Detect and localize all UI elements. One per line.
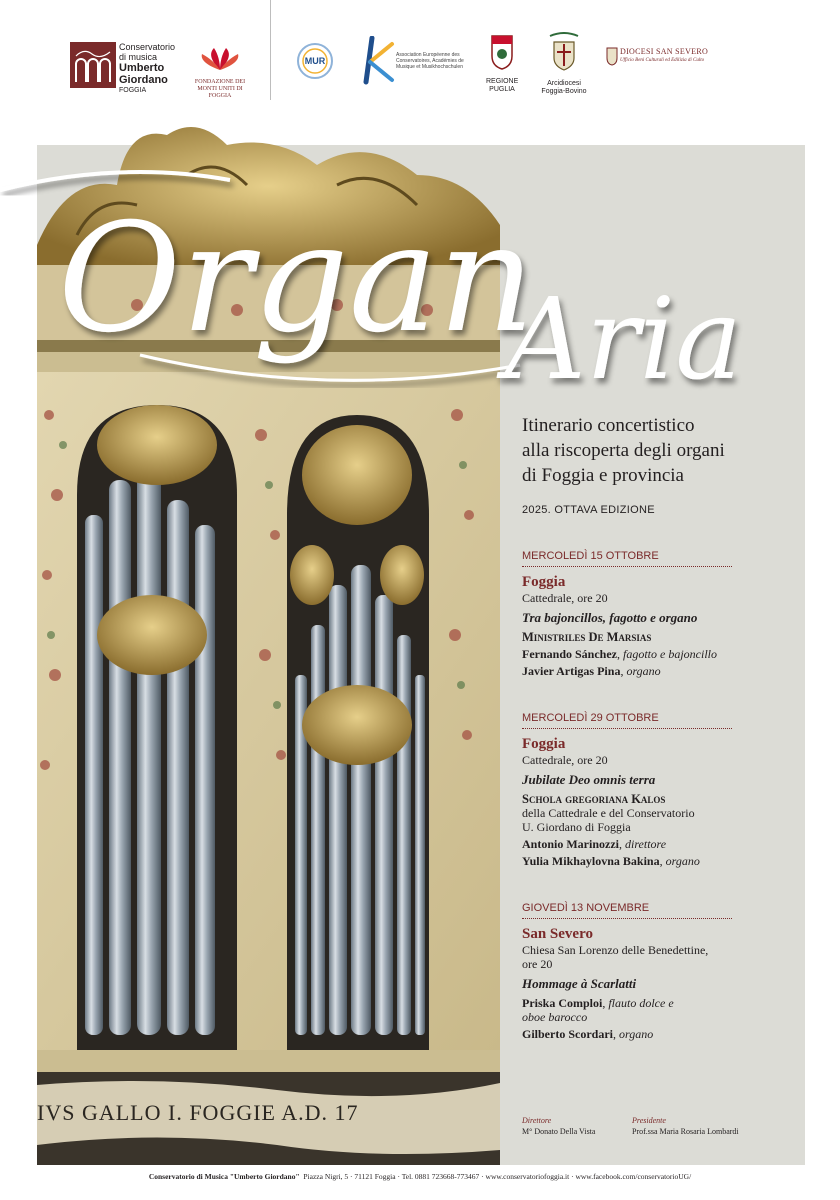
- event-venue: Chiesa San Lorenzo delle Benedettine,: [522, 943, 709, 957]
- title-organ: Organ: [58, 192, 535, 366]
- event-venue: ore 20: [522, 957, 553, 971]
- diocesi-text: DIOCESI SAN SEVERO: [620, 47, 709, 56]
- performer: Gilberto Scordari, organo: [522, 1027, 654, 1041]
- diocesi-subtext: Ufficio Beni Culturali ed Edilizia di Culto: [620, 58, 705, 63]
- event-3: [522, 901, 792, 1041]
- performer-role-continued: oboe barocco: [522, 1010, 588, 1024]
- edition-label: 2025. OTTAVA EDIZIONE: [522, 504, 655, 516]
- president-credit: [632, 1115, 739, 1137]
- ensemble-description: U. Giordano di Foggia: [522, 820, 631, 834]
- logo-bar: [0, 0, 840, 120]
- conservatorio-logo-text: Conservatorio di musica Umberto Giordano FOGGIA: [119, 42, 176, 94]
- regione-puglia-text: REGIONE PUGLIA: [486, 78, 519, 93]
- event-city: San Severo: [522, 926, 593, 942]
- president-role: Presidente: [632, 1116, 666, 1125]
- event-venue: Cattedrale, ore 20: [522, 753, 608, 767]
- event-programme: Tra bajoncillos, fagotto e organo: [522, 610, 698, 625]
- event-programme: Jubilate Deo omnis terra: [522, 772, 656, 787]
- aec-logo: [352, 36, 472, 86]
- event-city: Foggia: [522, 574, 566, 590]
- event-ensemble: Schola gregoriana Kalos: [522, 792, 666, 806]
- title-aria: Aria: [505, 275, 743, 405]
- director-role: Direttore: [522, 1116, 552, 1125]
- event-date: MERCOLEDÌ 29 OTTOBRE: [522, 711, 732, 729]
- subtitle: [522, 413, 792, 488]
- subtitle-line: di Foggia e provincia: [522, 465, 684, 486]
- performer: Priska Comploi, flauto dolce e: [522, 996, 674, 1010]
- director-name: M° Donato Della Vista: [522, 1127, 596, 1136]
- performer: Fernando Sánchez, fagotto e bajoncillo: [522, 647, 718, 661]
- performer: Javier Artigas Pina, organo: [522, 664, 661, 678]
- footer-institution: Conservatorio di Musica "Umberto Giordano": [148, 1172, 300, 1181]
- subtitle-line: Itinerario concertistico: [522, 415, 695, 436]
- event-venue: Cattedrale, ore 20: [522, 591, 608, 605]
- title-organaria: [0, 150, 840, 410]
- fondazione-logo: FONDAZIONE DEI MONTI UNITI DI FOGGIA: [186, 44, 254, 100]
- event-date: MERCOLEDÌ 15 OTTOBRE: [522, 549, 732, 567]
- footer-address: Piazza Nigri, 5 · 71121 Foggia · Tel. 0881 723668-773467 · www.conservatoriofoggia.it · www.facebook.com/conservatorioUG/: [303, 1172, 692, 1181]
- event-ensemble: Ministriles De Marsias: [522, 630, 652, 644]
- director-credit: [522, 1115, 595, 1137]
- mur-text: MUR: [304, 56, 326, 66]
- header-divider: [270, 0, 271, 100]
- conservatorio-logo: [70, 42, 116, 88]
- performer: Yulia Mikhaylovna Bakina, organo: [522, 854, 700, 868]
- arcidiocesi-text: Arcidiocesi Foggia-Bovino: [541, 80, 587, 95]
- event-2: [522, 711, 792, 868]
- event-1: [522, 549, 792, 678]
- event-programme: Hommage à Scarlatti: [522, 976, 637, 991]
- subtitle-line: alla riscoperta degli organi: [522, 440, 725, 461]
- president-name: Prof.ssa Maria Rosaria Lombardi: [632, 1127, 739, 1136]
- aec-text: Association Européenne des Conservatoires, Académies de Musique et Musikhochschulen: [396, 52, 464, 70]
- mur-logo: [296, 42, 334, 80]
- arcidiocesi-logo: [538, 32, 590, 96]
- organ-inscription: IVS GALLO I. FOGGIE A.D. 17: [37, 1100, 359, 1125]
- event-date: GIOVEDÌ 13 NOVEMBRE: [522, 901, 732, 919]
- footer: [0, 1172, 840, 1181]
- regione-puglia-logo: [486, 34, 518, 94]
- performer: Antonio Marinozzi, direttore: [522, 837, 667, 851]
- ensemble-description: della Cattedrale e del Conservatorio: [522, 806, 695, 820]
- event-city: Foggia: [522, 736, 566, 752]
